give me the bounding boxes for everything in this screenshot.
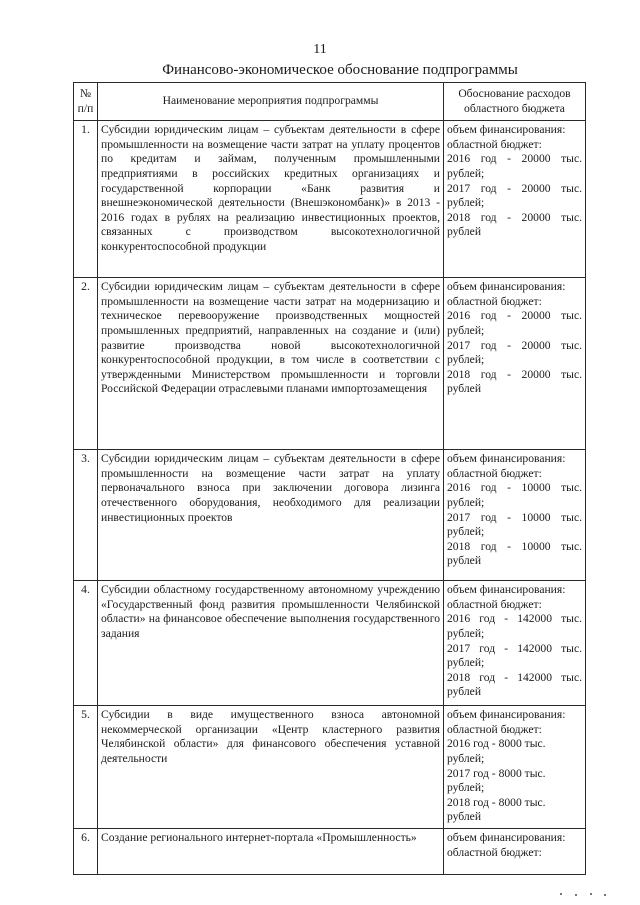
measure-name: Субсидии в виде имущественного взноса автономной некоммерческой организации «Центр кластерного развития Челябинской области» для финансового обеспечения уставной деятельности xyxy=(98,706,444,829)
cost-year-line: 2018 год - 142000 тыс. рублей xyxy=(447,670,582,699)
header-num: № п/п xyxy=(74,83,98,121)
cost-year-line: 2016 год - 8000 тыс. рублей; xyxy=(447,737,546,765)
cost-year-line: 2018 год - 20000 тыс. рублей xyxy=(447,367,582,396)
cost-justification xyxy=(444,278,586,450)
table-body xyxy=(74,121,586,875)
cost-year-line: 2017 год - 8000 тыс. рублей; xyxy=(447,766,546,795)
row-number: 4. xyxy=(74,581,98,706)
row-number: 3. xyxy=(74,450,98,581)
measure-name: Создание регионального интернет-портала «Промышленность» xyxy=(98,828,444,874)
measure-name: Субсидии областному государственному автономному учреждению «Государственный фонд развития промышленности Челябинской области» на финансовое обеспечение выполнения государственного задания xyxy=(98,581,444,706)
scan-artifact xyxy=(590,893,592,895)
document-title: Финансово-экономическое обоснование подпрограммы xyxy=(162,62,518,78)
table-row xyxy=(74,278,586,450)
cost-intro: объем финансирования: областной бюджет: xyxy=(447,123,566,151)
table-row xyxy=(74,450,586,581)
table-row xyxy=(74,121,586,278)
cost-year-line: 2018 год - 8000 тыс. рублей xyxy=(447,795,546,824)
cost-intro: объем финансирования: областной бюджет: xyxy=(447,452,566,480)
table-header-row xyxy=(74,83,586,121)
header-cost: Обоснование расходов областного бюджета xyxy=(444,83,586,121)
cost-intro: объем финансирования: областной бюджет: xyxy=(447,708,566,736)
cost-year-line: 2018 год - 20000 тыс. рублей xyxy=(447,210,582,239)
cost-year-line: 2016 год - 20000 тыс. рублей; xyxy=(447,152,582,180)
cost-intro: объем финансирования: областной бюджет: xyxy=(447,583,566,611)
table-row xyxy=(74,828,586,874)
scan-artifact xyxy=(560,893,562,895)
measure-name: Субсидии юридическим лицам – субъектам деятельности в сфере промышленности на возмещение части затрат на уплату первоначального взноса при заключении договора лизинга отечественного оборудования, необходимого для реализации инвестиционных проектов xyxy=(98,450,444,581)
cost-justification xyxy=(444,828,586,874)
cost-year-line: 2016 год - 142000 тыс. рублей; xyxy=(447,612,582,640)
cost-intro: объем финансирования: областной бюджет: xyxy=(447,280,566,308)
cost-year-line: 2016 год - 20000 тыс. рублей; xyxy=(447,309,582,337)
row-number: 6. xyxy=(74,828,98,874)
scan-artifact xyxy=(575,894,577,896)
cost-year-line: 2017 год - 142000 тыс. рублей; xyxy=(447,641,582,670)
cost-justification xyxy=(444,121,586,278)
cost-year-line: 2016 год - 10000 тыс. рублей; xyxy=(447,481,582,509)
cost-justification xyxy=(444,450,586,581)
scan-artifact xyxy=(604,894,606,896)
cost-intro: объем финансирования: областной бюджет: xyxy=(447,830,566,859)
row-number: 1. xyxy=(74,121,98,278)
header-name: Наименование мероприятия подпрограммы xyxy=(98,83,444,121)
table-row xyxy=(74,706,586,829)
measure-name: Субсидии юридическим лицам – субъектам деятельности в сфере промышленности на возмещение части затрат на уплату процентов по кредитам и займам, полученным промышленными предприятиями в российских кредитных организациях и государственной корпорации «Банк развития и внешнеэкономической деятельности (Внешэкономбанк)» в 2013 - 2016 годах в рублях на реализацию инвестиционных проектов, связанных с производством высокотехнологичной конкурентоспособной продукции xyxy=(98,121,444,278)
cost-year-line: 2017 год - 20000 тыс. рублей; xyxy=(447,181,582,210)
row-number: 2. xyxy=(74,278,98,450)
table-row xyxy=(74,581,586,706)
cost-justification xyxy=(444,706,586,829)
cost-year-line: 2018 год - 10000 тыс. рублей xyxy=(447,539,582,568)
financial-justification-table xyxy=(73,82,586,875)
cost-year-line: 2017 год - 10000 тыс. рублей; xyxy=(447,510,582,539)
cost-justification xyxy=(444,581,586,706)
cost-year-line: 2017 год - 20000 тыс. рублей; xyxy=(447,338,582,367)
measure-name: Субсидии юридическим лицам – субъектам деятельности в сфере промышленности на возмещение части затрат на модернизацию и техническое перевооружение производственных мощностей промышленных предприятий, направленных на создание и (или) развитие производства новой высокотехнологичной конкурентоспособной продукции, в том числе в соответствии с утвержденными Министерством промышленности и торговли Российской Федерации отраслевыми планами импортозамещения xyxy=(98,278,444,450)
row-number: 5. xyxy=(74,706,98,829)
page-number: 11 xyxy=(313,42,327,57)
